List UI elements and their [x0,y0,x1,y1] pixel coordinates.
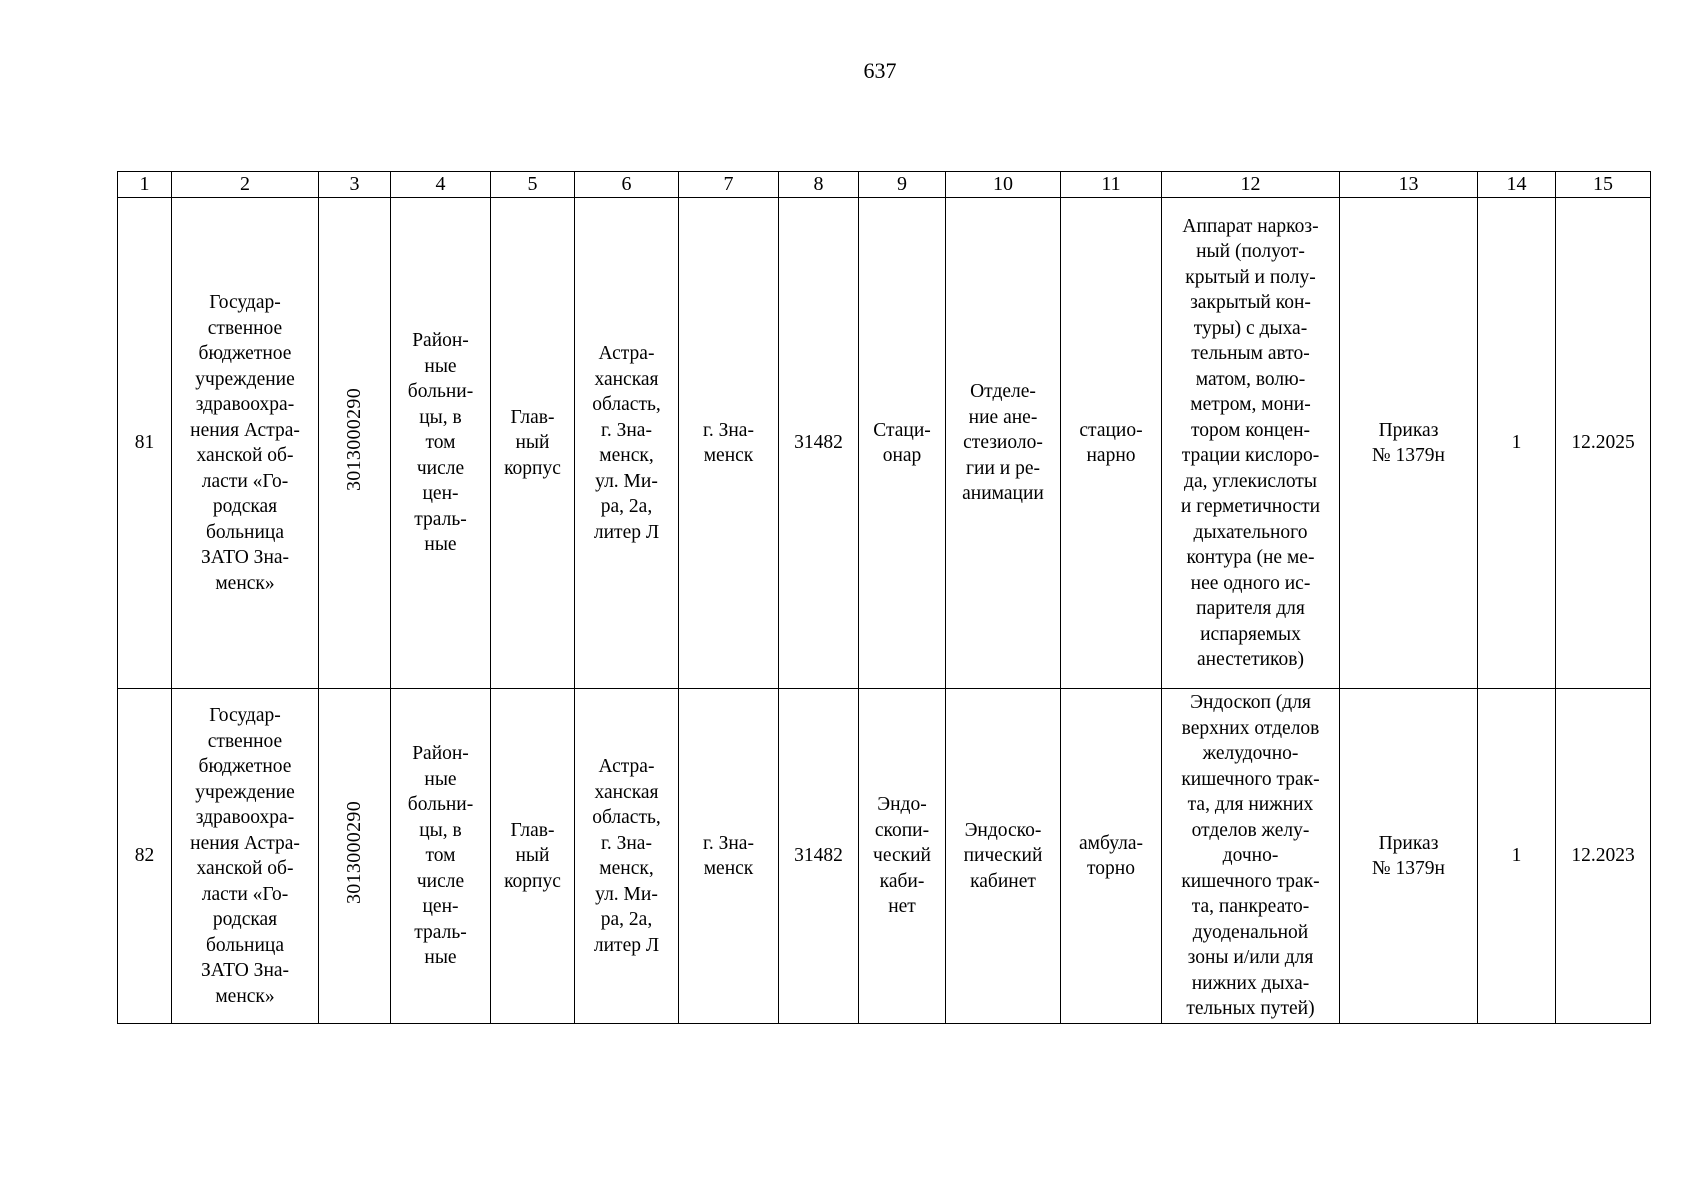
order-cell: Приказ № 1379н [1340,198,1478,689]
col-number-header: 14 [1478,172,1556,198]
col-number-header: 7 [679,172,779,198]
table-header-row [118,172,1651,198]
col-number-header: 5 [491,172,575,198]
address-cell: Астра- ханская область, г. Зна- менск, ул. Ми- ра, 2а, литер Л [575,198,679,689]
city-cell: г. Зна- менск [679,198,779,689]
col-number-header: 6 [575,172,679,198]
building-cell: Глав- ный корпус [491,198,575,689]
date-cell: 12.2023 [1556,689,1651,1024]
city-cell: г. Зна- менск [679,689,779,1024]
col-number-header: 2 [172,172,319,198]
organization-cell: Государ- ственное бюджетное учреждение здравоохра- нения Астра- ханской об- ласти «Го- родская больница ЗАТО Зна- менск» [172,689,319,1024]
table-row [118,198,1651,689]
col-number-header: 3 [319,172,391,198]
col-number-header: 13 [1340,172,1478,198]
col-number-header: 12 [1162,172,1340,198]
col-number-header: 15 [1556,172,1651,198]
col-number-header: 10 [946,172,1061,198]
equipment-cell: Аппарат наркоз- ный (полуот- крытый и полу- закрытый кон- туры) с дыха- тельным авто- матом, волю- метром, мони- тором концен- трации кислоро- да, углекислоты и герметичности дыхательного контура (не ме- нее одного ис- парителя для испаряемых анестетиков) [1162,198,1340,689]
col-number-header: 11 [1061,172,1162,198]
facility-type-cell: Район- ные больни- цы, в том числе цен- траль- ные [391,689,491,1024]
order-cell: Приказ № 1379н [1340,689,1478,1024]
inn-text: 3013000290 [342,387,365,491]
equipment-table [117,171,1651,1024]
date-cell: 12.2025 [1556,198,1651,689]
unit-type-cell: Стаци- онар [859,198,946,689]
quantity-cell: 1 [1478,689,1556,1024]
inn-cell [319,198,391,689]
unit-type-cell: Эндо- скопи- ческий каби- нет [859,689,946,1024]
col-number-header: 9 [859,172,946,198]
col-number-header: 4 [391,172,491,198]
building-cell: Глав- ный корпус [491,689,575,1024]
organization-cell: Государ- ственное бюджетное учреждение здравоохра- нения Астра- ханской об- ласти «Го- родская больница ЗАТО Зна- менск» [172,198,319,689]
inn-text: 3013000290 [342,800,365,904]
row-number-cell: 82 [118,689,172,1024]
page-number: 637 [863,58,897,83]
care-mode-cell: стацио- нарно [1061,198,1162,689]
col-number-header: 1 [118,172,172,198]
inn-cell [319,689,391,1024]
care-mode-cell: амбула- торно [1061,689,1162,1024]
code-cell: 31482 [779,689,859,1024]
row-number-cell: 81 [118,198,172,689]
address-cell: Астра- ханская область, г. Зна- менск, ул. Ми- ра, 2а, литер Л [575,689,679,1024]
department-cell: Эндоско- пический кабинет [946,689,1061,1024]
department-cell: Отделе- ние ане- стезиоло- гии и ре- анимации [946,198,1061,689]
facility-type-cell: Район- ные больни- цы, в том числе цен- траль- ные [391,198,491,689]
code-cell: 31482 [779,198,859,689]
col-number-header: 8 [779,172,859,198]
quantity-cell: 1 [1478,198,1556,689]
table-row [118,689,1651,1024]
equipment-cell: Эндоскоп (для верхних отделов желудочно- кишечного трак- та, для нижних отделов желу- дочно- кишечного трак- та, панкреато- дуоденальной зоны и/или для нижних дыха- тельных путей) [1162,689,1340,1024]
